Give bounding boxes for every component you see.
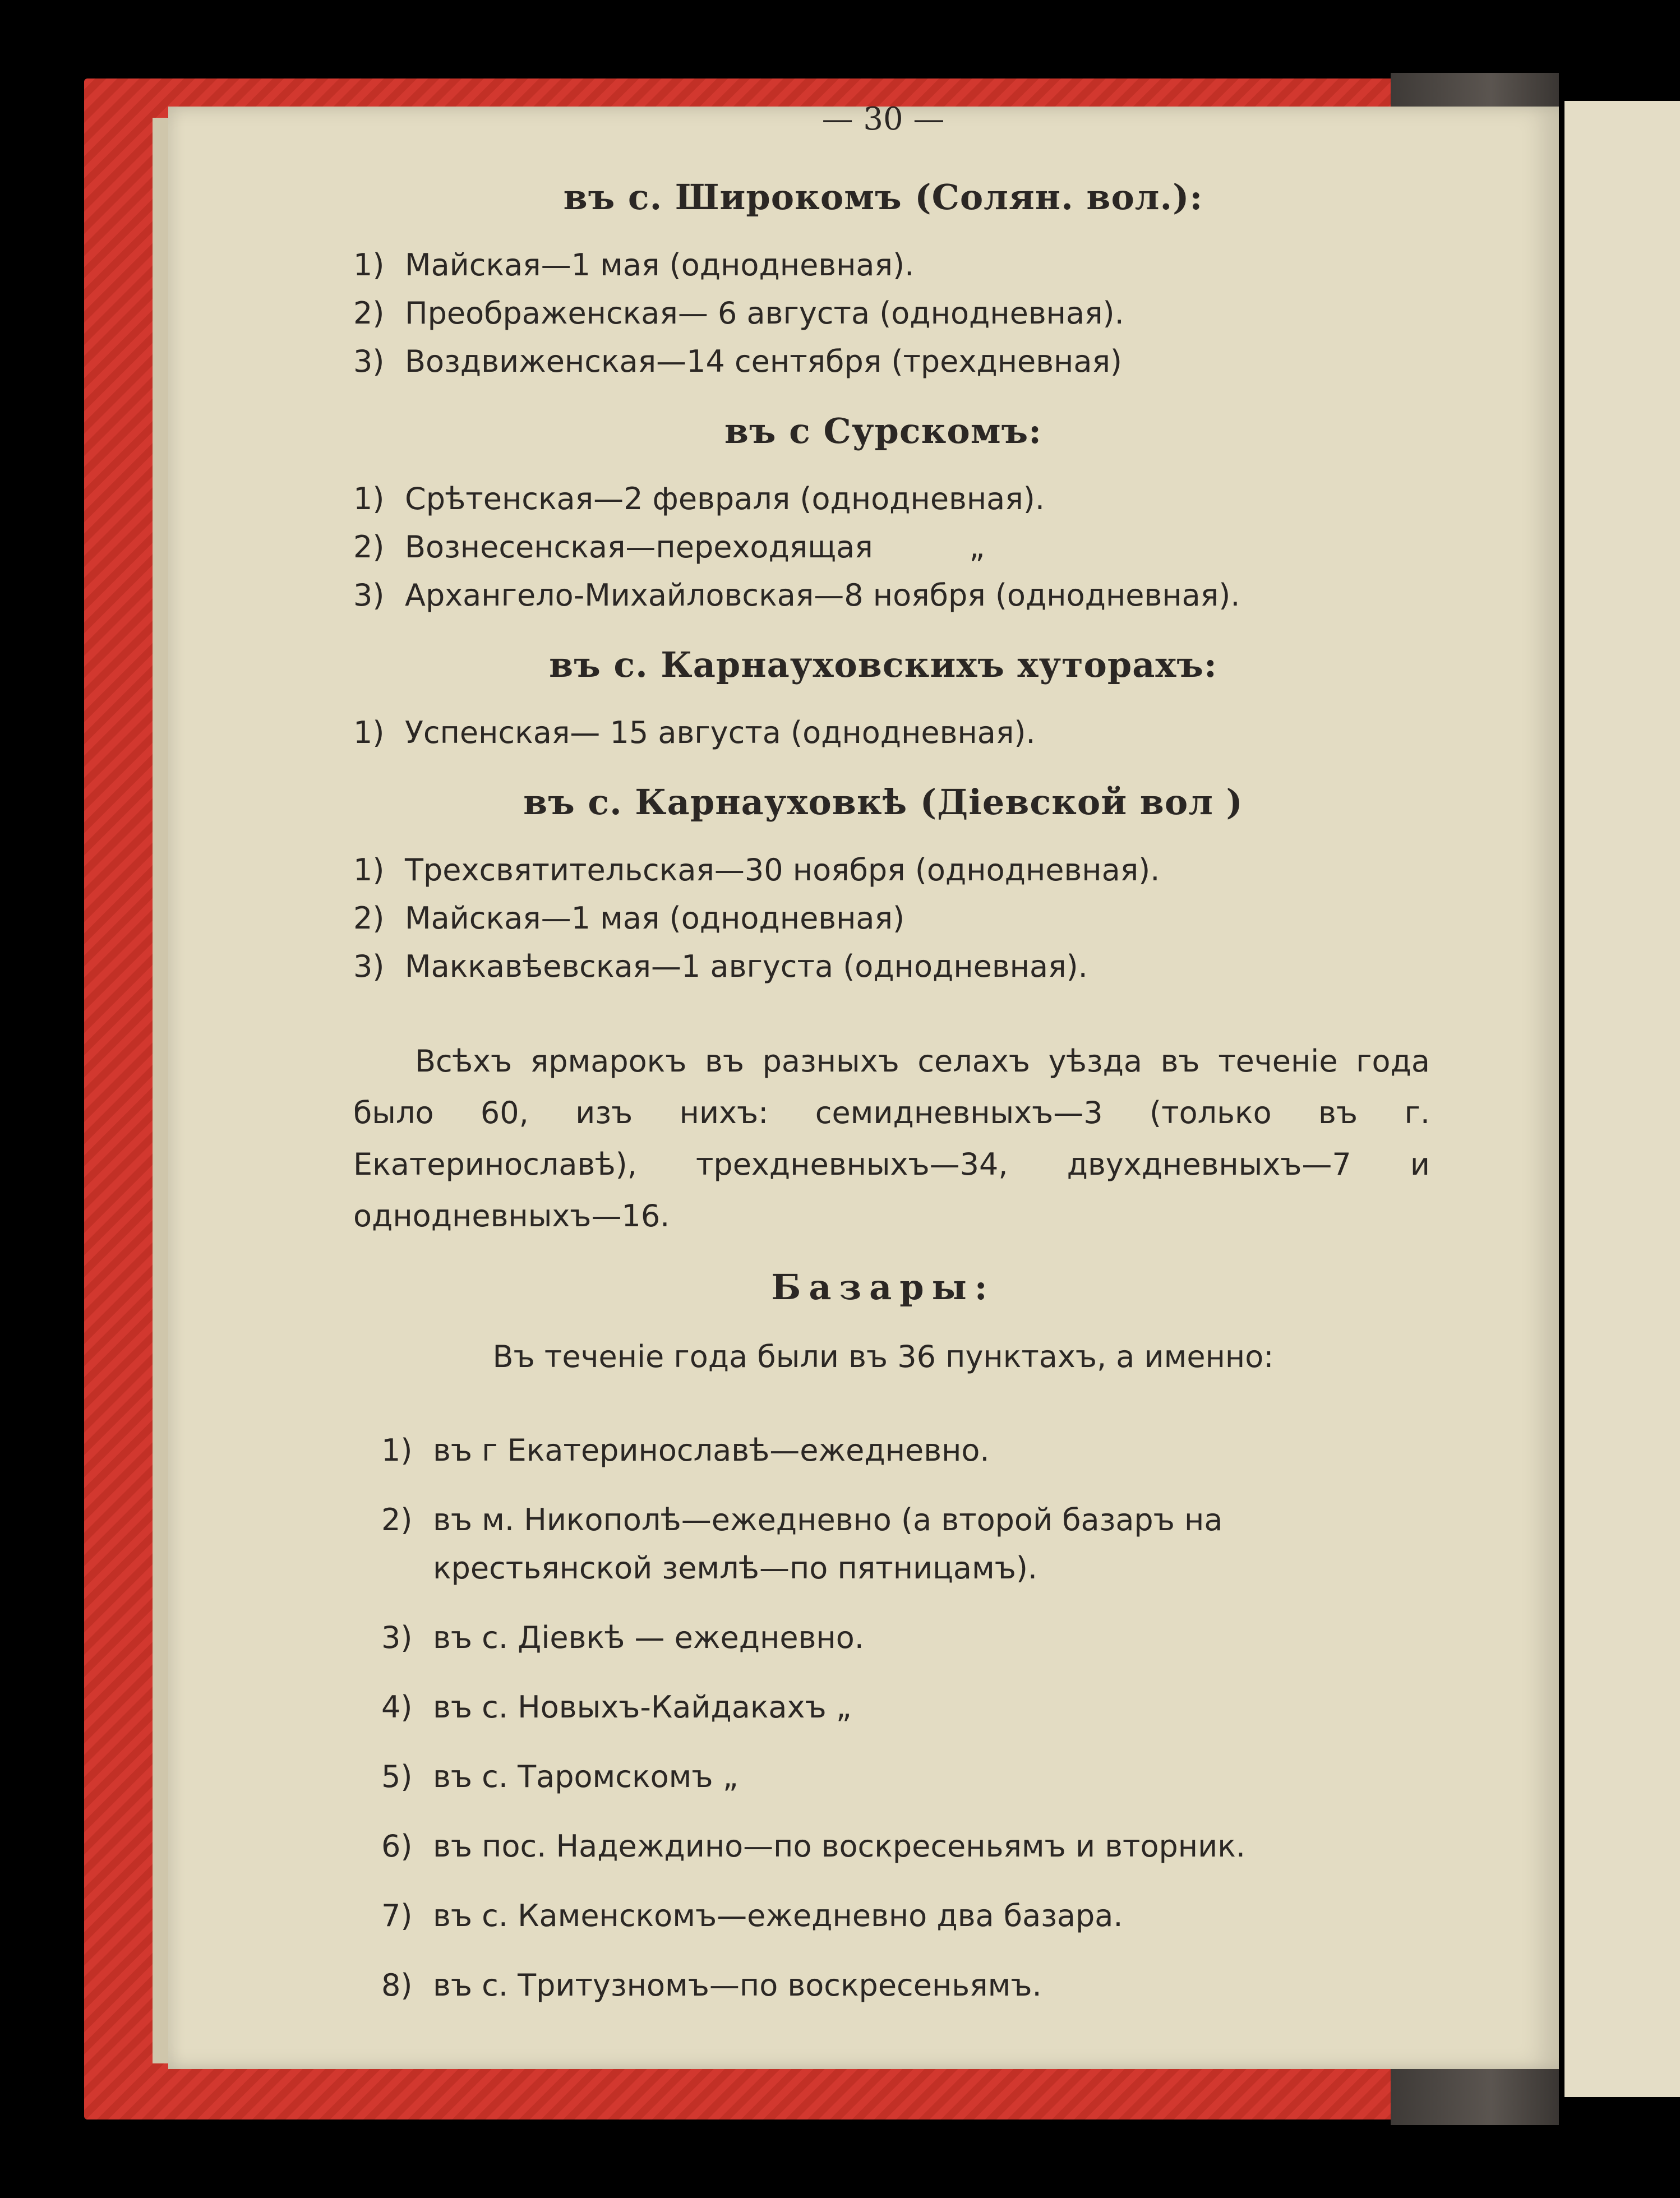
bazaars-heading: Базары: xyxy=(771,1267,995,1308)
item-text: Срѣтенская—2 февраля (однодневная). xyxy=(405,481,1045,516)
list-item xyxy=(353,894,1430,943)
list-item xyxy=(353,241,1430,289)
list-item xyxy=(353,523,1430,571)
item-text: въ с. Каменскомъ—ежедневно два базара. xyxy=(433,1898,1123,1933)
item-text: Вознесенская—переходящая „ xyxy=(405,529,985,565)
item-number: 3) xyxy=(353,949,385,984)
list-item xyxy=(381,1496,1430,1592)
item-text: въ с. Діевкѣ — ежедневно. xyxy=(433,1620,864,1655)
item-text: Воздвиженская—14 сентября (трехдневная) xyxy=(405,344,1122,379)
item-number: 5) xyxy=(381,1759,413,1794)
bazaars-intro: Въ теченіе года были въ 36 пунктахъ, а именно: xyxy=(492,1339,1274,1374)
item-text: Преображенская— 6 августа (однодневная). xyxy=(405,295,1124,331)
item-text: Маккавѣевская—1 августа (однодневная). xyxy=(405,949,1088,984)
item-number: 1) xyxy=(353,852,385,888)
section-heading: въ с. Карнауховскихъ хуторахъ: xyxy=(549,644,1217,685)
item-text: Майская—1 мая (однодневная) xyxy=(405,901,905,936)
section-surskom xyxy=(336,410,1430,620)
facing-page xyxy=(1564,101,1680,2097)
item-text: въ м. Никополѣ—ежедневно (а второй базаръ на xyxy=(433,1502,1223,1537)
list-item xyxy=(353,709,1430,757)
item-number: 7) xyxy=(381,1898,413,1933)
item-text: въ с. Таромскомъ „ xyxy=(433,1759,739,1794)
list-item xyxy=(353,289,1430,338)
list-item xyxy=(381,1426,1430,1475)
list-item xyxy=(381,1753,1430,1801)
section-shirokom xyxy=(336,177,1430,386)
bazaars-list xyxy=(336,1405,1430,2031)
item-text: Майская—1 мая (однодневная). xyxy=(405,247,915,283)
item-text: въ г Екатеринославѣ—ежедневно. xyxy=(433,1433,990,1468)
fairs-summary: Всѣхъ ярмарокъ въ разныхъ селахъ уѣзда въ теченіе года было 60, изъ нихъ: семидневныхъ—3 (только въ г. Екатеринославѣ), трехдневныхъ—34, двухдневныхъ—7 и однодневныхъ—16. xyxy=(353,1043,1430,1234)
item-number: 1) xyxy=(353,247,385,283)
list-item xyxy=(353,943,1430,991)
section-karnaukhovka xyxy=(336,782,1430,991)
item-continuation: крестьянской землѣ—по пятницамъ). xyxy=(433,1550,1038,1586)
item-number: 2) xyxy=(353,529,385,565)
item-number: 1) xyxy=(381,1433,413,1468)
item-number: 2) xyxy=(381,1502,413,1537)
item-number: 3) xyxy=(353,578,385,613)
item-number: 1) xyxy=(353,715,385,750)
section-heading: въ с. Карнауховкѣ (Діевской вол ) xyxy=(523,782,1243,823)
list-item xyxy=(381,1822,1430,1871)
list-item xyxy=(353,571,1430,620)
page-number: — 30 — xyxy=(821,101,945,137)
list-item xyxy=(353,846,1430,894)
item-text: въ с. Тритузномъ—по воскресеньямъ. xyxy=(433,1968,1042,2003)
section-heading: въ с Сурскомъ: xyxy=(724,410,1042,451)
list-item xyxy=(381,1683,1430,1731)
list-item xyxy=(353,338,1430,386)
list-item xyxy=(381,1614,1430,1662)
section-karnaukhovskie-khutora xyxy=(336,644,1430,757)
item-number: 3) xyxy=(381,1620,413,1655)
item-text: въ с. Новыхъ-Кайдакахъ „ xyxy=(433,1689,852,1725)
section-heading: въ с. Широкомъ (Солян. вол.): xyxy=(563,177,1203,218)
item-number: 6) xyxy=(381,1828,413,1864)
page-text xyxy=(336,101,1430,2031)
item-number: 3) xyxy=(353,344,385,379)
item-text: въ пос. Надеждино—по воскресеньямъ и вторник. xyxy=(433,1828,1245,1864)
list-item xyxy=(381,1892,1430,1940)
item-number: 8) xyxy=(381,1968,413,2003)
item-number: 1) xyxy=(353,481,385,516)
item-text: Трехсвятительская—30 ноября (однодневная). xyxy=(405,852,1160,888)
page-edge xyxy=(153,118,169,2063)
item-text: Успенская— 15 августа (однодневная). xyxy=(405,715,1036,750)
list-item xyxy=(381,1961,1430,2010)
item-text: Архангело-Михайловская—8 ноября (однодневная). xyxy=(405,578,1240,613)
item-number: 2) xyxy=(353,295,385,331)
item-number: 4) xyxy=(381,1689,413,1725)
item-number: 2) xyxy=(353,901,385,936)
list-item xyxy=(353,475,1430,523)
